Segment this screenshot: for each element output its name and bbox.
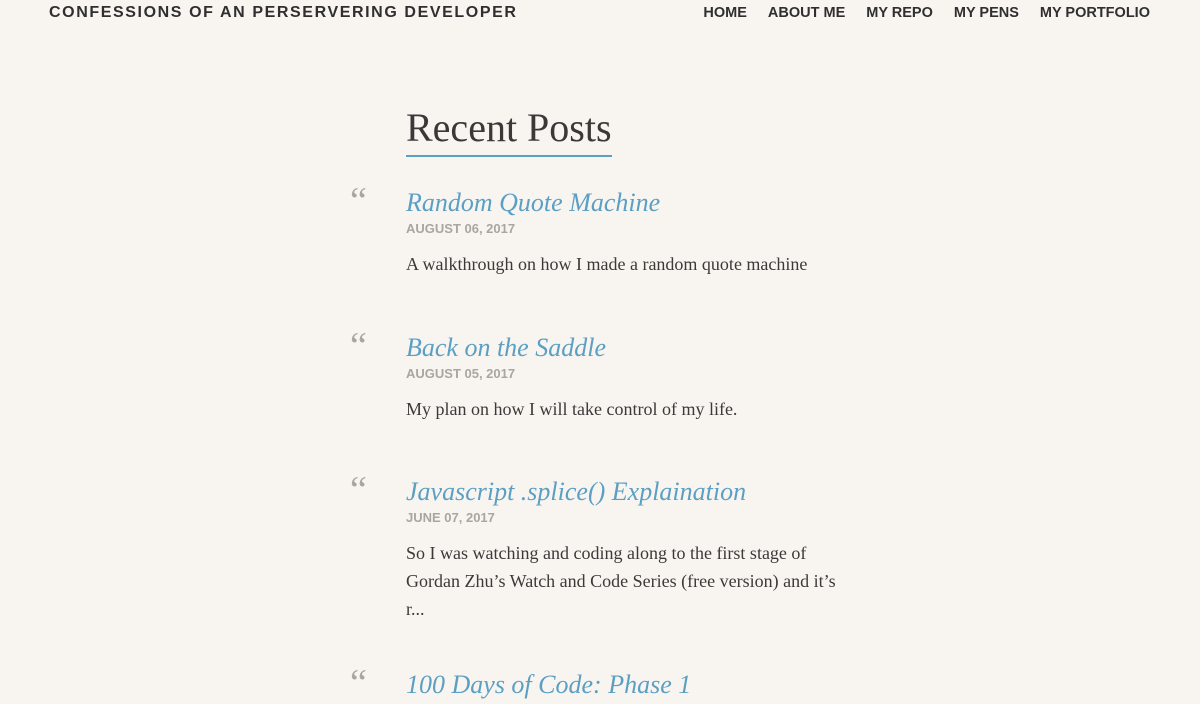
post-item: [350, 662, 866, 704]
post-excerpt: So I was watching and coding along to the first stage of Gordan Zhu’s Watch and Code Series (free version) and it’s r...: [406, 543, 836, 619]
post-date: JUNE 07, 2017: [406, 510, 495, 525]
post-date: AUGUST 06, 2017: [406, 221, 516, 236]
quote-mark-icon: “: [350, 180, 367, 222]
quote-mark-icon: “: [350, 662, 367, 704]
post-title-link[interactable]: 100 Days of Code: Phase 1: [406, 670, 692, 699]
post-item: [350, 469, 866, 623]
quote-mark-icon: “: [350, 469, 367, 511]
nav-item-my-repo[interactable]: MY REPO: [866, 5, 933, 21]
nav-item-my-pens[interactable]: MY PENS: [953, 5, 1019, 21]
post-date: AUGUST 05, 2017: [406, 366, 516, 381]
post-excerpt: My plan on how I will take control of my life.: [406, 399, 738, 419]
post-title-link[interactable]: Javascript .splice() Explaination: [406, 477, 747, 506]
page-title: Recent Posts: [406, 104, 612, 157]
quote-mark-icon: “: [350, 325, 367, 367]
post-title-link[interactable]: Back on the Saddle: [406, 333, 606, 362]
main-nav: [703, 5, 1150, 21]
post-excerpt: A walkthrough on how I made a random quote machine: [406, 254, 808, 274]
site-header: [0, 0, 1200, 30]
post-item: [350, 325, 866, 423]
nav-item-home[interactable]: HOME: [703, 5, 747, 21]
nav-item-my-portfolio[interactable]: MY PORTFOLIO: [1039, 5, 1150, 21]
post-item: [350, 180, 866, 278]
nav-item-about-me[interactable]: ABOUT ME: [767, 5, 846, 21]
post-title-link[interactable]: Random Quote Machine: [406, 188, 661, 217]
site-title[interactable]: CONFESSIONS OF AN PERSERVERING DEVELOPER: [49, 4, 518, 21]
